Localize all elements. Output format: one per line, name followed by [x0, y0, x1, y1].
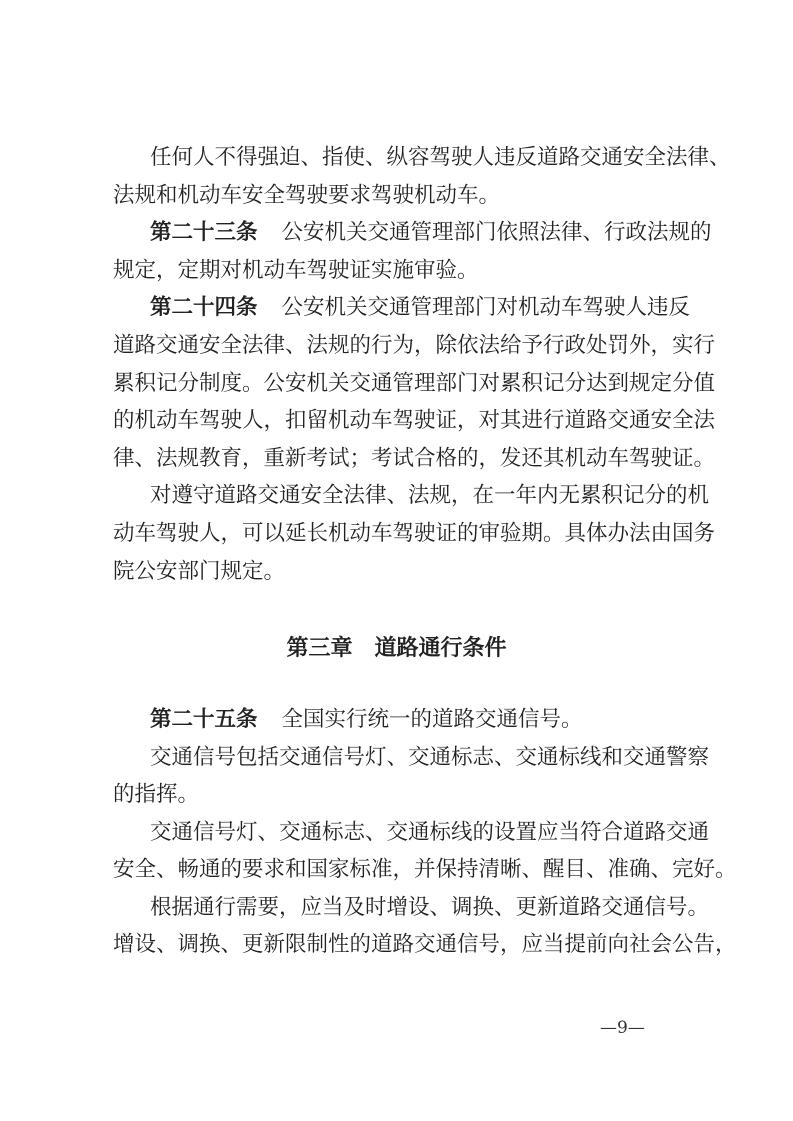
text-line: [113, 780, 680, 810]
text-line: [150, 743, 710, 773]
page-number: —9—: [600, 1018, 645, 1038]
text-line: [150, 705, 680, 735]
line-text: 公安机关交通管理部门对机动车驾驶人违反: [281, 295, 691, 321]
text-line: [113, 519, 716, 549]
text-line: [150, 818, 710, 848]
article-label: 第二十四条: [150, 295, 258, 321]
text-line: [150, 293, 691, 323]
line-text: 的机动车驾驶人，扣留机动车驾驶证，对其进行道路交通安全法: [113, 408, 716, 434]
text-line: [150, 143, 731, 173]
line-text: 规定，定期对机动车驾驶证实施审验。: [113, 257, 479, 283]
line-text: 律、法规教育，重新考试；考试合格的，发还其机动车驾驶证。: [113, 445, 716, 471]
line-text: 根据通行需要，应当及时增设、调换、更新道路交通信号。: [150, 894, 710, 920]
text-line: [113, 181, 680, 211]
chapter-number: 第三章: [286, 636, 353, 661]
line-text: 交通信号包括交通信号灯、交通标志、交通标线和交通警察: [150, 744, 710, 770]
text-line: [150, 481, 710, 511]
line-text: 动车驾驶人，可以延长机动车驾驶证的审验期。具体办法由国务: [113, 521, 716, 546]
text-line: [150, 218, 712, 248]
line-text: 法规和机动车安全驾驶要求驾驶机动车。: [113, 182, 501, 208]
text-line: [113, 444, 716, 474]
article-label: 第二十三条: [150, 220, 258, 246]
line-text: 全国实行统一的道路交通信号。: [281, 707, 583, 732]
line-text: 对遵守道路交通安全法律、法规，在一年内无累积记分的机: [150, 483, 710, 509]
line-text: 道路交通安全法律、法规的行为，除依法给予行政处罚外，实行: [113, 333, 716, 358]
line-text: 公安机关交通管理部门依照法律、行政法规的: [281, 220, 712, 246]
text-line: [113, 369, 716, 399]
text-line: [113, 855, 737, 885]
line-text: 安全、畅通的要求和国家标准，并保持清晰、醒目、准确、完好。: [113, 857, 737, 882]
text-line: [113, 256, 680, 286]
chapter-heading: [0, 631, 793, 662]
article-label: 第二十五条: [150, 707, 258, 732]
line-text: 交通信号灯、交通标志、交通标线的设置应当符合道路交通: [150, 819, 710, 845]
text-line: [113, 331, 716, 361]
line-text: 的指挥。: [113, 782, 200, 807]
text-line: [150, 893, 710, 923]
line-text: 累积记分制度。公安机关交通管理部门对累积记分达到规定分值: [113, 370, 716, 396]
line-text: 增设、调换、更新限制性的道路交通信号，应当提前向社会公告，: [113, 932, 737, 957]
line-text: 任何人不得强迫、指使、纵容驾驶人违反道路交通安全法律、: [150, 145, 731, 170]
text-line: [113, 557, 680, 587]
text-line: [113, 930, 737, 960]
chapter-title: 道路通行条件: [374, 636, 507, 661]
line-text: 院公安部门规定。: [113, 558, 286, 584]
text-line: [113, 406, 716, 436]
